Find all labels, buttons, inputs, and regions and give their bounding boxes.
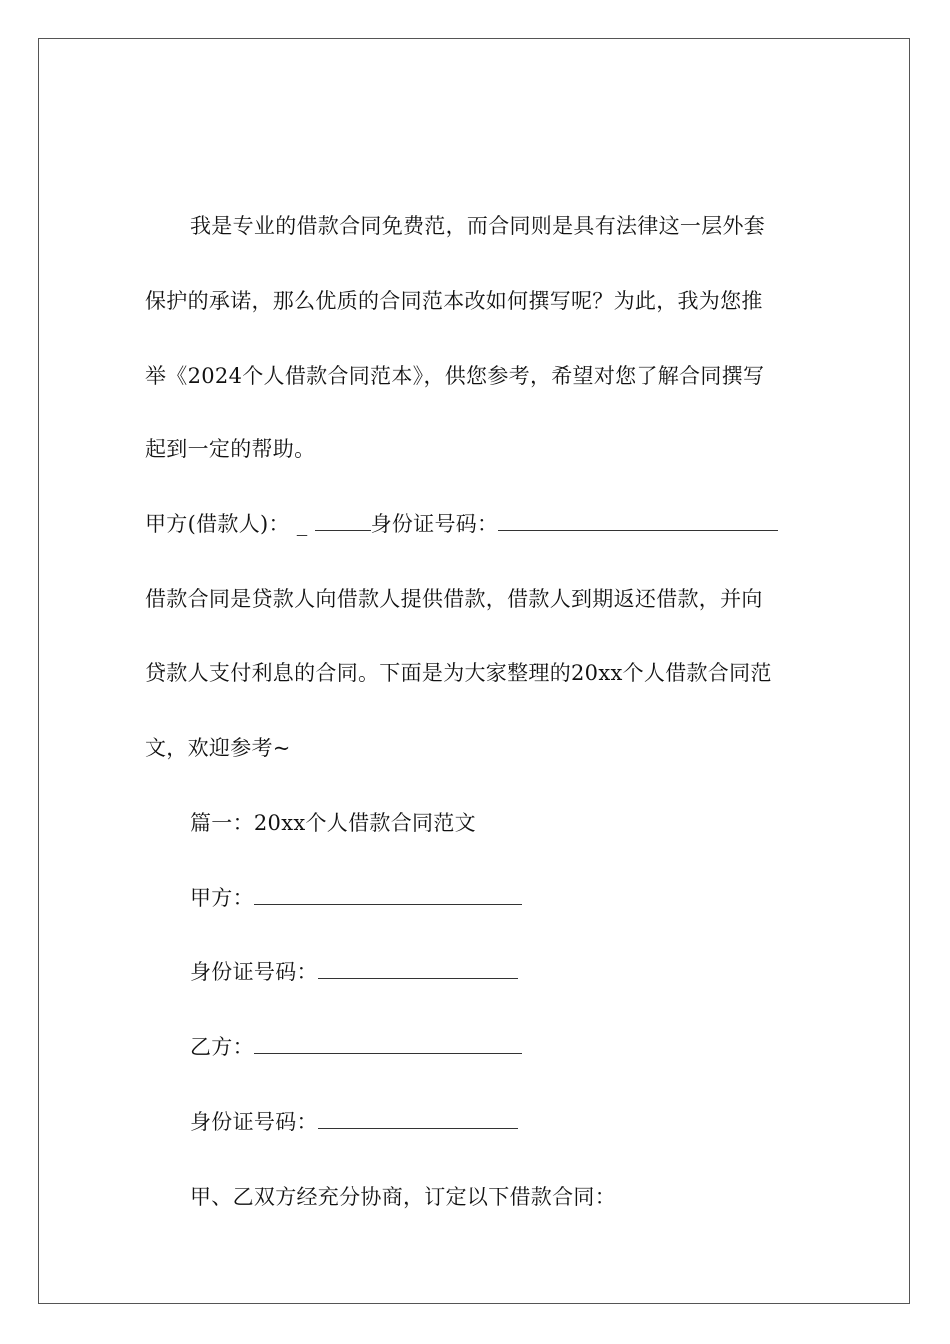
party-b-blank — [254, 1033, 522, 1054]
section-title: 篇一：20xx个人借款合同范文 — [190, 811, 476, 835]
party-b-label: 乙方： — [190, 1035, 254, 1059]
intro-line-3: 举《2024个人借款合同范本》，供您参考，希望对您了解合同撰写 — [145, 364, 765, 388]
intro-line-4: 起到一定的帮助。 — [145, 437, 316, 461]
party-a-label: 甲方： — [190, 886, 254, 910]
party-a-id-blank — [498, 510, 778, 531]
party-a-blank — [254, 884, 522, 905]
party-a-field — [190, 884, 522, 912]
intro-line-1: 我是专业的借款合同免费范，而合同则是具有法律这一层外套 — [190, 214, 766, 238]
intro-line-2: 保护的承诺，那么优质的合同范本改如何撰写呢？为此，我为您推 — [145, 289, 763, 313]
party-a-borrower-label: 甲方(借款人)： — [145, 512, 290, 536]
description-line-3: 文，欢迎参考~ — [145, 736, 291, 760]
party-a-id-label: 身份证号码： — [370, 512, 499, 536]
party-b-field — [190, 1033, 522, 1061]
party-a-name-blank — [315, 510, 371, 531]
party-a-id-field-blank — [318, 958, 518, 979]
party-a-id-field — [190, 958, 518, 986]
agreement-line: 甲、乙双方经充分协商，订定以下借款合同： — [190, 1185, 616, 1209]
party-b-id-field-label: 身份证号码： — [190, 1110, 318, 1134]
party-b-id-field — [190, 1108, 518, 1136]
party-a-borrower-line — [145, 510, 778, 538]
party-a-mid-text: _ — [289, 512, 315, 536]
description-line-2: 贷款人支付利息的合同。下面是为大家整理的20xx个人借款合同范 — [145, 661, 772, 685]
description-line-1: 借款合同是贷款人向借款人提供借款，借款人到期返还借款，并向 — [145, 587, 763, 611]
party-b-id-field-blank — [318, 1108, 518, 1129]
party-a-id-field-label: 身份证号码： — [190, 960, 318, 984]
